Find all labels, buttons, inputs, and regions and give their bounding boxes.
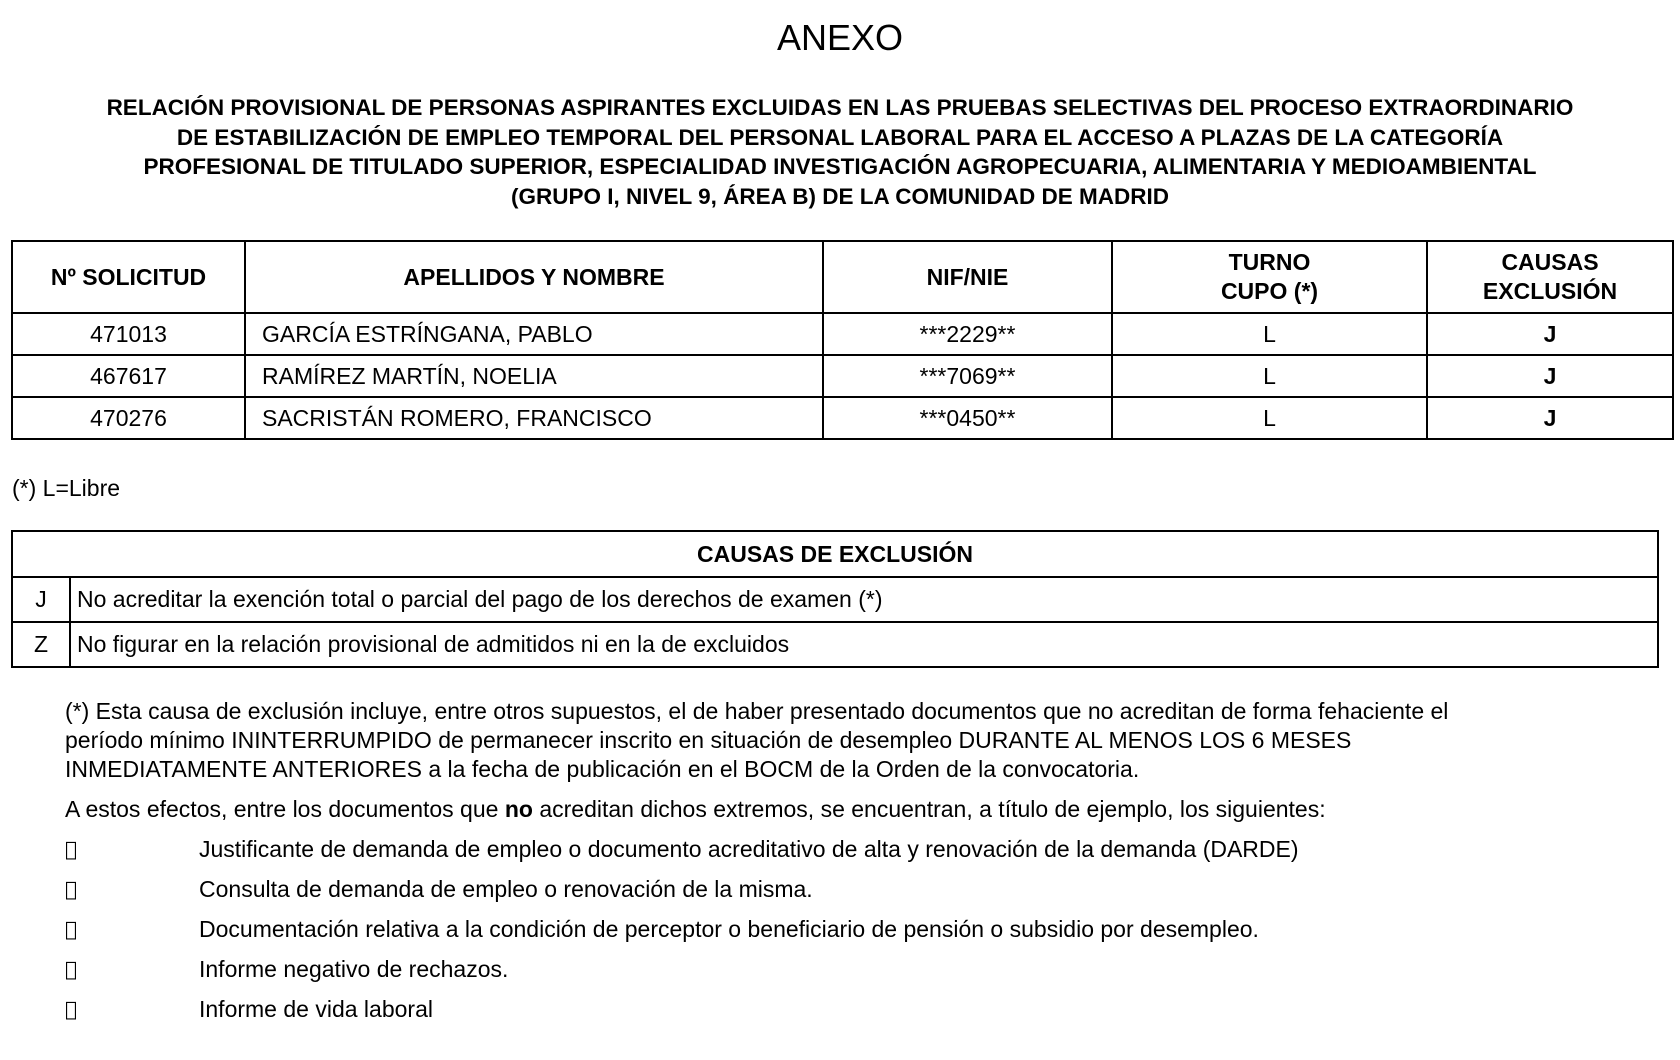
heading-line: (GRUPO I, NIVEL 9, ÁREA B) DE LA COMUNIDAD DE MADRID (511, 183, 1169, 209)
table-row (12, 622, 1658, 667)
intro-text-bold: no (504, 796, 533, 822)
intro-text-before: A estos efectos, entre los documentos que (65, 796, 505, 822)
table-row (12, 577, 1658, 622)
heading-line: PROFESIONAL DE TITULADO SUPERIOR, ESPECIALIDAD INVESTIGACIÓN AGROPECUARIA, ALIMENTARIA Y MEDIOAMBIENTAL (143, 154, 1537, 179)
header-solicitud: Nº SOLICITUD (12, 241, 245, 313)
header-causas-line2: EXCLUSIÓN (1482, 278, 1618, 304)
cell-causa: J (1427, 355, 1673, 397)
table-row (12, 397, 1673, 439)
cell-solicitud: 467617 (12, 355, 245, 397)
note-line: (*) Esta causa de exclusión incluye, entre otros supuestos, el de haber presentado documentos que no acreditan de forma fehaciente el (65, 698, 1449, 724)
bullet-square-icon (65, 874, 77, 904)
bullet-square-icon (65, 994, 77, 1024)
document-examples-list (65, 834, 1655, 1034)
list-item-text: Justificante de demanda de empleo o documento acreditativo de alta y renovación de la demanda (DARDE) (199, 836, 1299, 862)
heading-line: DE ESTABILIZACIÓN DE EMPLEO TEMPORAL DEL PERSONAL LABORAL PARA EL ACCESO A PLAZAS DE LA CATEGORÍA (176, 124, 1504, 150)
list-item-text: Informe negativo de rechazos. (199, 956, 509, 982)
note-paragraph (65, 697, 1655, 784)
header-apellidos-nombre: APELLIDOS Y NOMBRE (245, 241, 823, 313)
table-row (12, 355, 1673, 397)
list-item (65, 954, 1655, 994)
list-item-text: Informe de vida laboral (199, 996, 433, 1022)
cell-nif: ***0450** (823, 397, 1112, 439)
note-line: período mínimo ININTERRUMPIDO de permanecer inscrito en situación de desempleo DURANTE AL MENOS LOS 6 MESES (65, 727, 1352, 753)
cause-code: Z (12, 622, 70, 667)
causes-title: CAUSAS DE EXCLUSIÓN (12, 531, 1658, 577)
header-turno-line1: TURNO (1228, 249, 1311, 275)
intro-text-after: acreditan dichos extremos, se encuentran, a título de ejemplo, los siguientes: (532, 796, 1326, 822)
excluded-applicants-table (11, 240, 1674, 440)
cause-description: No acreditar la exención total o parcial del pago de los derechos de examen (*) (70, 577, 1658, 622)
list-item (65, 874, 1655, 914)
cell-nombre: GARCÍA ESTRÍNGANA, PABLO (245, 313, 823, 355)
cell-turno: L (1112, 313, 1427, 355)
cell-turno: L (1112, 355, 1427, 397)
header-turno-line2: CUPO (*) (1220, 278, 1319, 304)
cell-solicitud: 470276 (12, 397, 245, 439)
exclusion-causes-table (11, 530, 1659, 668)
list-item (65, 914, 1655, 954)
exclusion-notes (65, 697, 1655, 1034)
list-item (65, 834, 1655, 874)
header-nif-nie: NIF/NIE (823, 241, 1112, 313)
header-causas-exclusion (1427, 241, 1673, 313)
cell-nombre: RAMÍREZ MARTÍN, NOELIA (245, 355, 823, 397)
bullet-square-icon (65, 914, 77, 944)
heading-line: RELACIÓN PROVISIONAL DE PERSONAS ASPIRANTES EXCLUIDAS EN LAS PRUEBAS SELECTIVAS DEL PROCESO EXTRAORDINARIO (106, 95, 1574, 120)
list-item-text: Consulta de demanda de empleo o renovación de la misma. (199, 876, 813, 902)
cell-nif: ***2229** (823, 313, 1112, 355)
causes-header-row (12, 531, 1658, 577)
list-item (65, 994, 1655, 1034)
bullet-square-icon (65, 954, 77, 984)
cell-nif: ***7069** (823, 355, 1112, 397)
cause-description: No figurar en la relación provisional de admitidos ni en la de excluidos (70, 622, 1658, 667)
table-row (12, 313, 1673, 355)
note-line: INMEDIATAMENTE ANTERIORES a la fecha de publicación en el BOCM de la Orden de la convocatoria. (65, 756, 1140, 782)
cell-solicitud: 471013 (12, 313, 245, 355)
cell-turno: L (1112, 397, 1427, 439)
legend-note: (*) L=Libre (12, 475, 121, 501)
cell-nombre: SACRISTÁN ROMERO, FRANCISCO (245, 397, 823, 439)
bullet-square-icon (65, 834, 77, 864)
document-heading (10, 93, 1670, 211)
intro-paragraph (65, 795, 1655, 824)
header-turno-cupo (1112, 241, 1427, 313)
cell-causa: J (1427, 397, 1673, 439)
cause-code: J (12, 577, 70, 622)
cell-causa: J (1427, 313, 1673, 355)
table-header-row (12, 241, 1673, 313)
list-item-text: Documentación relativa a la condición de perceptor o beneficiario de pensión o subsidio por desempleo. (199, 916, 1259, 942)
header-causas-line1: CAUSAS (1501, 249, 1599, 275)
page-title: ANEXO (776, 17, 904, 58)
